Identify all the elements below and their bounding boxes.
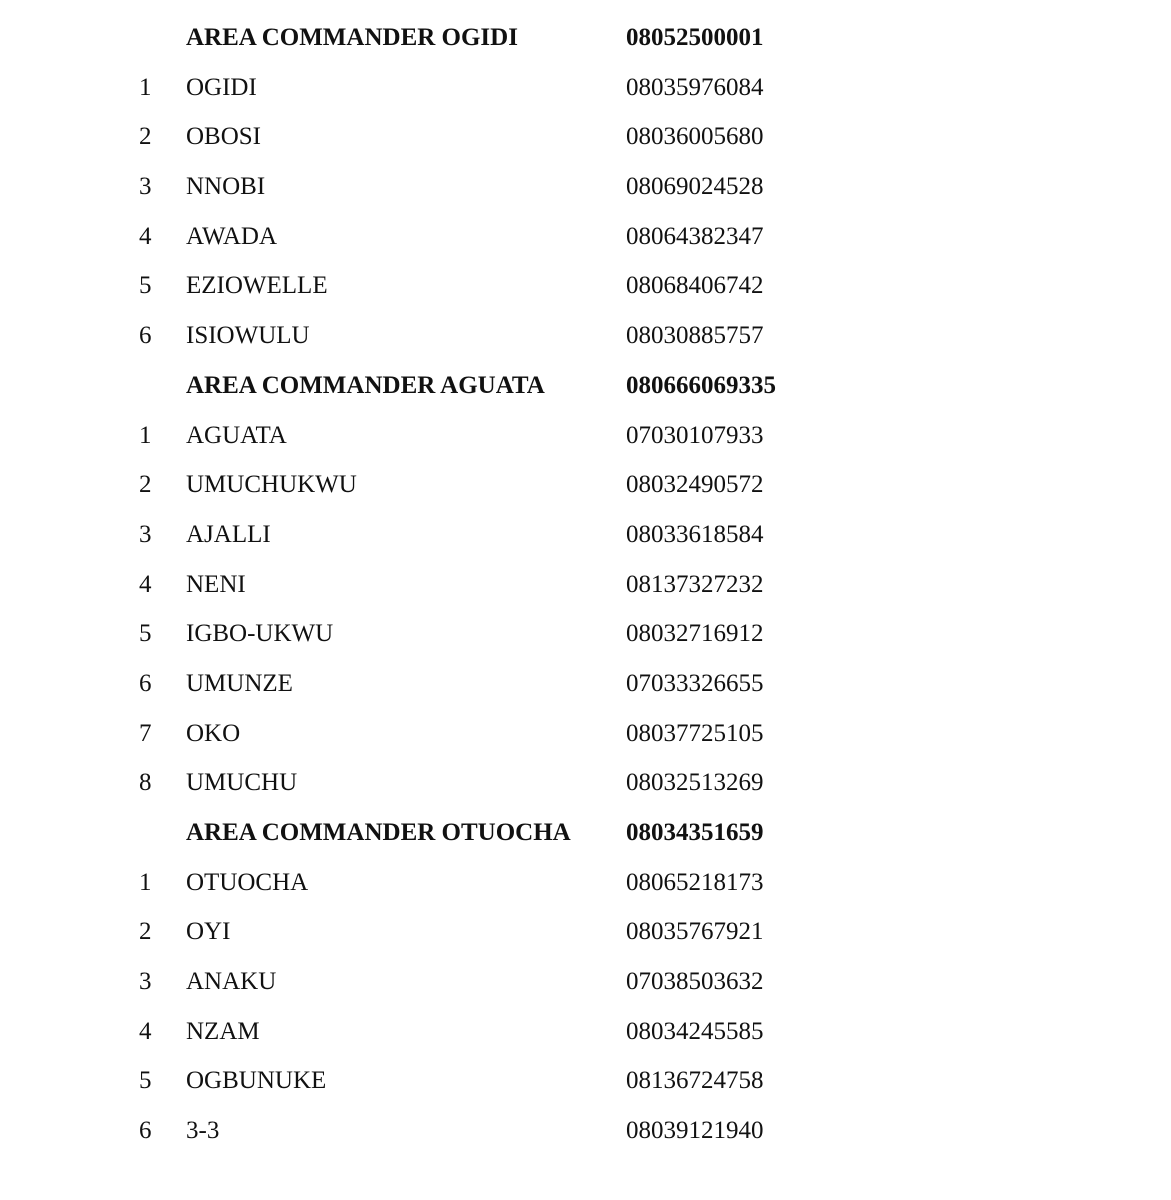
row-phone: 08068406742: [626, 272, 764, 300]
row-location: OGIDI: [186, 73, 257, 101]
row-phone: 07033326655: [626, 669, 764, 697]
row-number: 2: [139, 123, 152, 151]
row-number: 5: [139, 620, 152, 648]
row-location: OTUOCHA: [186, 868, 309, 896]
row-location: NENI: [186, 570, 246, 598]
table-row: [0, 858, 1171, 908]
section-phone: 08034351659: [626, 819, 764, 846]
row-number: 6: [139, 322, 152, 350]
section-title: AREA COMMANDER AGUATA: [186, 371, 545, 399]
section-phone: 080666069335: [626, 371, 776, 399]
table-row: [0, 212, 1171, 262]
table-row: [0, 1106, 1171, 1156]
row-number: 7: [139, 719, 152, 747]
row-location: UMUNZE: [186, 669, 293, 697]
section-title: AREA COMMANDER OTUOCHA: [186, 819, 571, 846]
row-location: OKO: [186, 719, 241, 747]
row-phone: 08033618584: [626, 520, 764, 548]
row-phone: 08065218173: [626, 868, 764, 896]
row-location: AWADA: [186, 222, 278, 250]
row-phone: 08137327232: [626, 570, 764, 598]
row-number: 5: [139, 1067, 152, 1095]
row-number: 2: [139, 918, 152, 946]
table-row: [0, 63, 1171, 113]
row-phone: 08032513269: [626, 769, 764, 797]
row-location: NZAM: [186, 1017, 260, 1045]
table-row: [0, 510, 1171, 560]
row-number: 3: [139, 520, 152, 548]
row-number: 1: [139, 73, 152, 101]
section-title: AREA COMMANDER OGIDI: [186, 24, 518, 51]
row-location: AGUATA: [186, 421, 287, 449]
row-phone: 08030885757: [626, 322, 764, 350]
row-location: AJALLI: [186, 520, 271, 548]
row-location: ANAKU: [186, 968, 277, 996]
table-row: [0, 758, 1171, 808]
row-number: 1: [139, 421, 152, 449]
row-location: OBOSI: [186, 123, 262, 151]
table-row: [0, 311, 1171, 361]
table-row: [0, 1056, 1171, 1106]
section-header-ogidi: [0, 13, 1171, 63]
row-location: UMUCHU: [186, 769, 298, 797]
row-phone: 08136724758: [626, 1067, 764, 1095]
row-phone: 08069024528: [626, 173, 764, 201]
table-row: [0, 1007, 1171, 1057]
row-phone: 08037725105: [626, 719, 764, 747]
row-phone: 08032490572: [626, 471, 764, 499]
row-number: 4: [139, 1017, 152, 1045]
row-location: 3-3: [186, 1117, 220, 1145]
row-number: 3: [139, 968, 152, 996]
row-location: IGBO-UKWU: [186, 620, 334, 648]
section-header-aguata: [0, 361, 1171, 411]
row-location: OGBUNUKE: [186, 1067, 327, 1095]
table-row: [0, 709, 1171, 759]
row-location: ISIOWULU: [186, 322, 310, 350]
section-phone: 08052500001: [626, 24, 764, 51]
row-location: NNOBI: [186, 173, 266, 201]
table-row: [0, 609, 1171, 659]
row-number: 1: [139, 868, 152, 896]
row-number: 3: [139, 173, 152, 201]
row-phone: 08036005680: [626, 123, 764, 151]
table-row: [0, 907, 1171, 957]
row-number: 4: [139, 570, 152, 598]
table-row: [0, 659, 1171, 709]
row-location: EZIOWELLE: [186, 272, 328, 300]
row-number: 4: [139, 222, 152, 250]
row-phone: 08034245585: [626, 1017, 764, 1045]
row-number: 2: [139, 471, 152, 499]
row-phone: 08035976084: [626, 73, 764, 101]
row-location: OYI: [186, 918, 231, 946]
table-row: [0, 112, 1171, 162]
table-row: [0, 162, 1171, 212]
row-location: UMUCHUKWU: [186, 471, 357, 499]
table-row: [0, 957, 1171, 1007]
row-phone: 08035767921: [626, 918, 764, 946]
row-phone: 08064382347: [626, 222, 764, 250]
row-phone: 07030107933: [626, 421, 764, 449]
table-row: [0, 460, 1171, 510]
row-phone: 08039121940: [626, 1117, 764, 1145]
row-number: 5: [139, 272, 152, 300]
row-phone: 08032716912: [626, 620, 764, 648]
row-number: 8: [139, 769, 152, 797]
row-phone: 07038503632: [626, 968, 764, 996]
row-number: 6: [139, 1117, 152, 1145]
section-header-otuocha: [0, 808, 1171, 858]
table-row: [0, 560, 1171, 610]
table-row: [0, 261, 1171, 311]
table-row: [0, 411, 1171, 461]
row-number: 6: [139, 669, 152, 697]
contact-directory: [0, 13, 1171, 1156]
